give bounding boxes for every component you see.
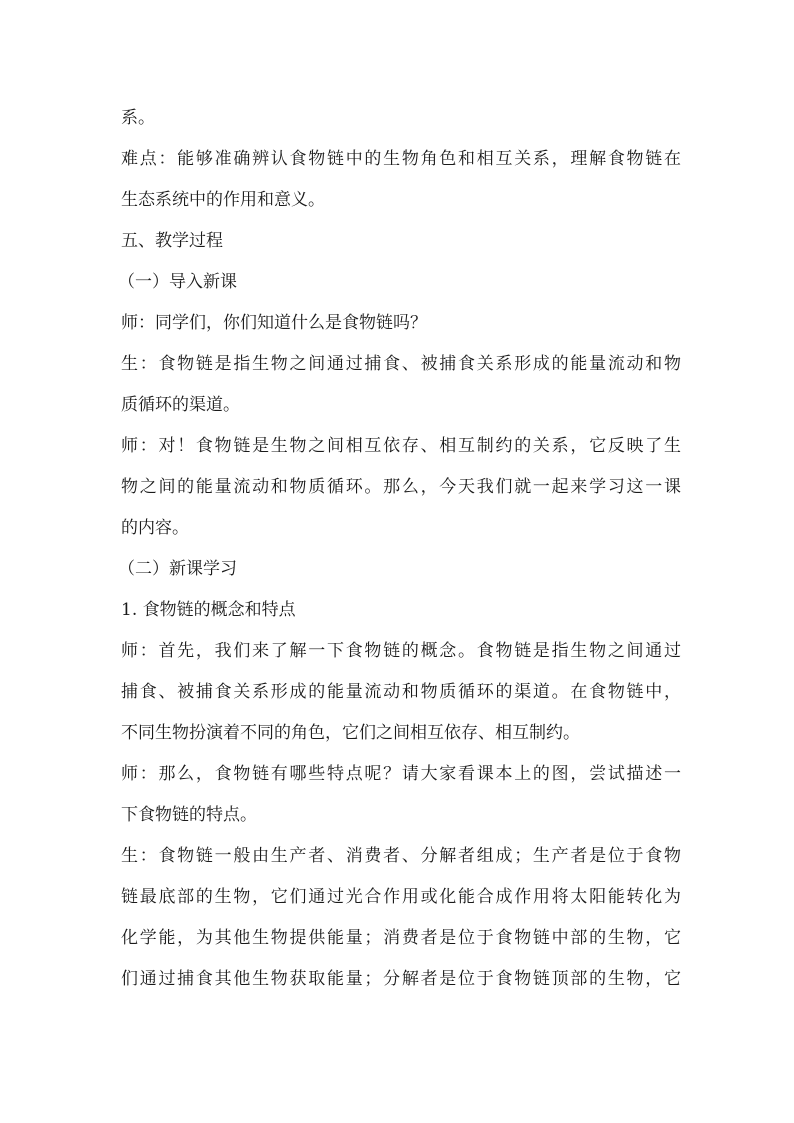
numbered-heading: 1. 食物链的概念和特点 [121, 600, 296, 620]
text-line: 师：首先，我们来了解一下食物链的概念。食物链是指生物之间通过 [121, 641, 681, 661]
subsection-heading: （一）导入新课 [118, 272, 237, 292]
text-line: 们通过捕食其他生物获取能量；分解者是位于食物链顶部的生物，它 [121, 969, 681, 989]
text-line: 化学能，为其他生物提供能量；消费者是位于食物链中部的生物，它 [121, 928, 681, 948]
text-line: 质循环的渠道。 [121, 395, 240, 415]
text-line: 捕食、被捕食关系形成的能量流动和物质循环的渠道。在食物链中， [121, 682, 681, 702]
text-line: 生：食物链是指生物之间通过捕食、被捕食关系形成的能量流动和物 [121, 354, 681, 374]
text-line: 师：那么，食物链有哪些特点呢？请大家看课本上的图，尝试描述一 [121, 764, 681, 784]
text-line: 生：食物链一般由生产者、消费者、分解者组成；生产者是位于食物 [121, 846, 681, 866]
document-body [118, 98, 681, 1000]
subsection-heading: （二）新课学习 [118, 559, 237, 579]
text-line: 的内容。 [121, 518, 189, 538]
text-line: 师：同学们，你们知道什么是食物链吗？ [121, 313, 427, 333]
section-heading: 五、教学过程 [121, 231, 223, 251]
text-line: 生态系统中的作用和意义。 [121, 190, 325, 210]
text-line: 链最底部的生物，它们通过光合作用或化能合成作用将太阳能转化为 [121, 887, 681, 907]
text-line: 师：对！食物链是生物之间相互依存、相互制约的关系，它反映了生 [121, 436, 681, 456]
text-line: 下食物链的特点。 [121, 805, 257, 825]
text-line: 不同生物扮演着不同的角色，它们之间相互依存、相互制约。 [121, 723, 580, 743]
text-line: 系。 [121, 108, 155, 128]
text-line: 物之间的能量流动和物质循环。那么，今天我们就一起来学习这一课 [121, 477, 681, 497]
text-line: 难点：能够准确辨认食物链中的生物角色和相互关系，理解食物链在 [121, 149, 681, 169]
